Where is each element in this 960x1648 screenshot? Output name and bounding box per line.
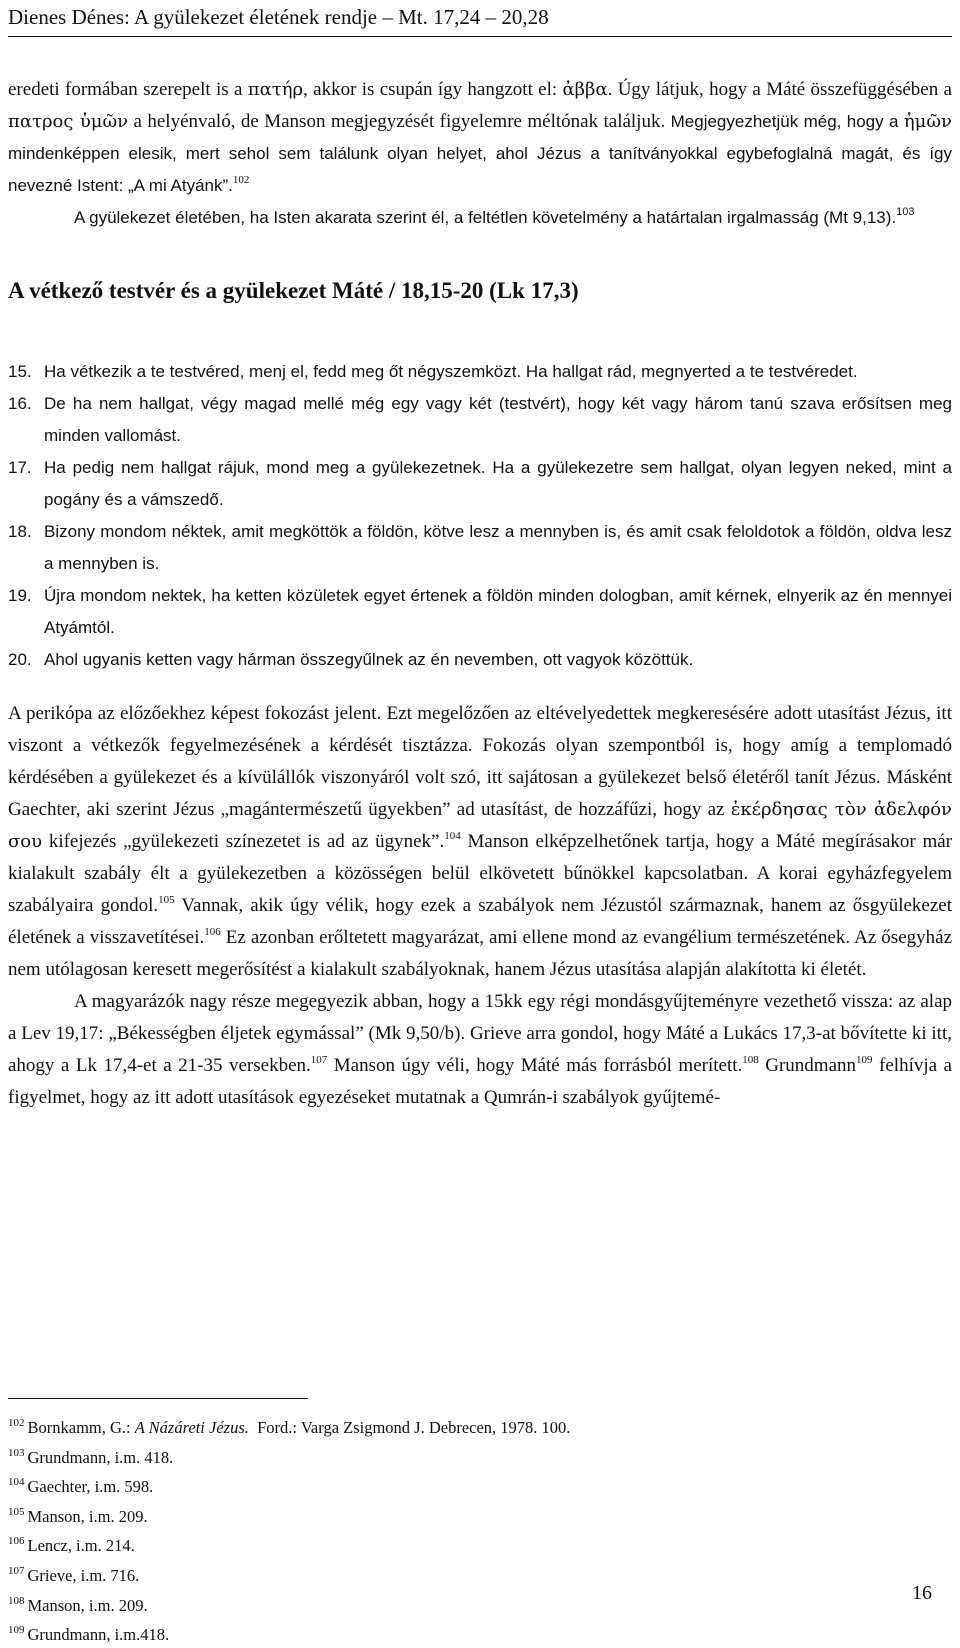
footnote-ref[interactable]: 102 [232,174,250,186]
intro-paragraph-1 [8,74,952,202]
section-heading: A vétkező testvér és a gyülekezet Máté / 18,15-20 (Lk 17,3) [8,278,579,303]
footnote-item [8,1470,952,1500]
footnote-text: Grundmann, i.m. 418. [27,1447,174,1467]
text-run: Manson úgy véli, hogy Máté más forrásból merített. [327,1055,743,1076]
greek-phrase: ἐκέρδησας τὸν ἀδελφόν σου [8,799,952,852]
footnote-text: Gaechter, i.m. 598. [27,1477,154,1497]
verse-text: Ahol ugyanis ketten vagy hárman összegyűlnek az én nevemben, ott vagyok közöttük. [44,650,694,669]
verse-text: Újra mondom nektek, ha ketten közületek egyet értenek a földön minden dologban, amit kérnek, elnyerik az én mennyei Atyámtól. [44,586,952,637]
verse-text: De ha nem hallgat, végy magad mellé még egy vagy két (testvért), hogy két vagy három tanú szava erősítsen meg minden vallomást. [44,394,952,445]
body-paragraph-2 [8,986,952,1114]
text-run: kifejezés „gyülekezeti színezetet is ad az ügynek”. [42,831,445,852]
text-run: mindenképpen elesik, mert sehol sem találunk olyan helyet, ahol Jézus a tanítványokkal egybefoglalná magát, és így nevezné Istent: „A mi Atyánk”. [8,144,952,195]
verse-number: 20. [8,650,32,669]
text-run: Megjegyezhetjük még, hogy a [670,112,904,131]
footnote-ref[interactable]: 107 [310,1054,328,1066]
footnote-ref[interactable]: 104 [444,830,461,842]
footnote-item [8,1441,952,1471]
spacer [8,676,952,698]
text-run: Grundmann [758,1055,857,1076]
text-run: eredeti formában szerepelt is a [8,79,248,100]
text-run: Vannak, akik úgy vélik, hogy ezek a szabályok nem Jézustól származnak, hanem az ősgyülekezet életének a visszavetítései. [8,895,952,948]
footnote-item [8,1529,952,1559]
greek-word: ἀββα [562,79,608,100]
footnote-text: Ford.: Varga Zsigmond J. Debrecen, 1978. 100. [248,1418,571,1437]
footnotes [8,1411,952,1648]
text-run: , akkor is csupán így hangzott el: [303,79,563,100]
footnote-ref[interactable]: 105 [158,894,175,906]
footnote-number: 102 [8,1417,25,1429]
footnote-separator [8,1398,308,1399]
greek-word: πατρος ὑμῶν [8,111,129,132]
text-run: a helyénvaló, de Manson megjegyzését figyelemre méltónak találjuk. [128,111,671,132]
footnote-title: A Názáreti Jézus. [134,1418,249,1437]
footnote-text: Manson, i.m. 209. [27,1595,148,1615]
footnote-text: Grundmann, i.m.418. [27,1625,170,1645]
footnote-text: Lencz, i.m. 214. [27,1536,135,1556]
verse-number: 19. [8,586,32,605]
footnote-ref[interactable]: 108 [742,1054,759,1066]
page-body [8,74,952,1114]
verse-item [8,516,952,580]
footnote-text: Manson, i.m. 209. [27,1506,148,1526]
text-run: A magyarázók nagy része megegyezik abban, hogy a 15kk egy régi mondásgyűjteményre vezethető vissza: az alap a Lev 19,17: „Békességben éljetek egymással” (Mk 9,50/b). Grieve arra gondol, hogy Máté a Lukács 17,3-at bővítette ki itt, ahogy a Lk 17,4-et a 21-35 versekben. [8,991,952,1076]
footnote-ref[interactable]: 103 [896,206,915,218]
footnote-number: 107 [8,1564,25,1577]
verse-text: Ha pedig nem hallgat rájuk, mond meg a gyülekezetnek. Ha a gyülekezetre sem hallgat, olyan legyen neked, mint a pogány és a vámszedő. [44,458,952,509]
verse-item [8,580,952,644]
verse-text: Bizony mondom néktek, amit megköttök a földön, kötve lesz a mennyben is, és amit csak feloldotok a földön, oldva lesz a mennyben is. [44,522,952,573]
footnote-number: 105 [8,1505,25,1518]
text-run: felhívja a figyelmet, hogy az itt adott utasítások egyezéseket mutatnak a Qumrán-i szabályok gyűjtemé- [8,1055,952,1108]
verse-text: Ha vétkezik a te testvéred, menj el, fedd meg őt négyszemközt. Ha hallgat rád, megnyerted a te testvéredet. [44,362,858,381]
verse-item [8,356,952,388]
footnote-text: Grieve, i.m. 716. [27,1565,140,1585]
footnote-text: Bornkamm, G.: [27,1418,135,1437]
text-run: Manson elképzelhetőnek tartja, hogy a Máté megírásakor már kialakult szabály élt a gyülekezetben a közösségen belül elkövetett bűnökkel kapcsolatban. A korai egyházfegyelem szabályaira gondol. [8,831,953,916]
verse-item [8,388,952,452]
body-paragraph-1 [8,698,952,986]
text-run: A gyülekezet életében, ha Isten akarata szerint él, a feltétlen követelmény a határtalan irgalmasság (Mt 9,13). [74,208,897,227]
text-run: . Úgy látjuk, hogy a Máté összefüggésében a [607,79,952,100]
footnote-number: 106 [8,1535,25,1548]
footnote-item [8,1589,952,1619]
footnote-number: 109 [8,1624,25,1637]
footnote-item [8,1559,952,1589]
verse-item [8,452,952,516]
verse-number: 15. [8,362,32,381]
verse-item [8,644,952,676]
footnote-ref[interactable]: 109 [856,1054,873,1066]
text-run: Ez azonban erőltetett magyarázat, ami ellene mond az evangélium természetének. Az ősegyház nem utólagosan keresett megerősítést a kialakult szabályoknak, hanem Jézus utasítása alapján alakította ki életét. [8,927,952,980]
verse-number: 17. [8,458,32,477]
footnote-ref[interactable]: 106 [204,926,221,938]
footnote-item [8,1500,952,1530]
footnote-item [8,1618,952,1648]
intro-paragraph-2 [8,202,952,234]
greek-word: ἡμῶν [903,111,952,132]
footnote-item [8,1411,952,1441]
footnote-number: 104 [8,1476,25,1489]
footnote-number: 108 [8,1594,25,1607]
verse-number: 18. [8,522,32,541]
text-run: A perikópa az előzőekhez képest fokozást jelent. Ezt megelőzően az eltévelyedettek megkeresésére adott utasítást Jézus, itt viszont a vétkezők fegyelmezésének a kérdését tisztázza. Fokozás olyan szempontból is, hogy amíg a templomadó kérdésében a gyülekezet és a kívülállók viszonyáról volt szó, itt sajátosan a gyülekezet belső életéről tanít Jézus. Másként Gaechter, aki szerint Jézus „magántermészetű ügyekben” ad utasítást, de hozzáfűzi, hogy az [8,703,952,820]
running-header-title: Dienes Dénes: A gyülekezet életének rendje – Mt. 17,24 – 20,28 [8,5,549,29]
verse-number: 16. [8,394,32,413]
greek-word: πατήρ [247,79,304,100]
verse-list [8,356,952,676]
footnote-number: 103 [8,1446,25,1459]
running-header [8,4,952,37]
page-number: 16 [912,1582,932,1604]
